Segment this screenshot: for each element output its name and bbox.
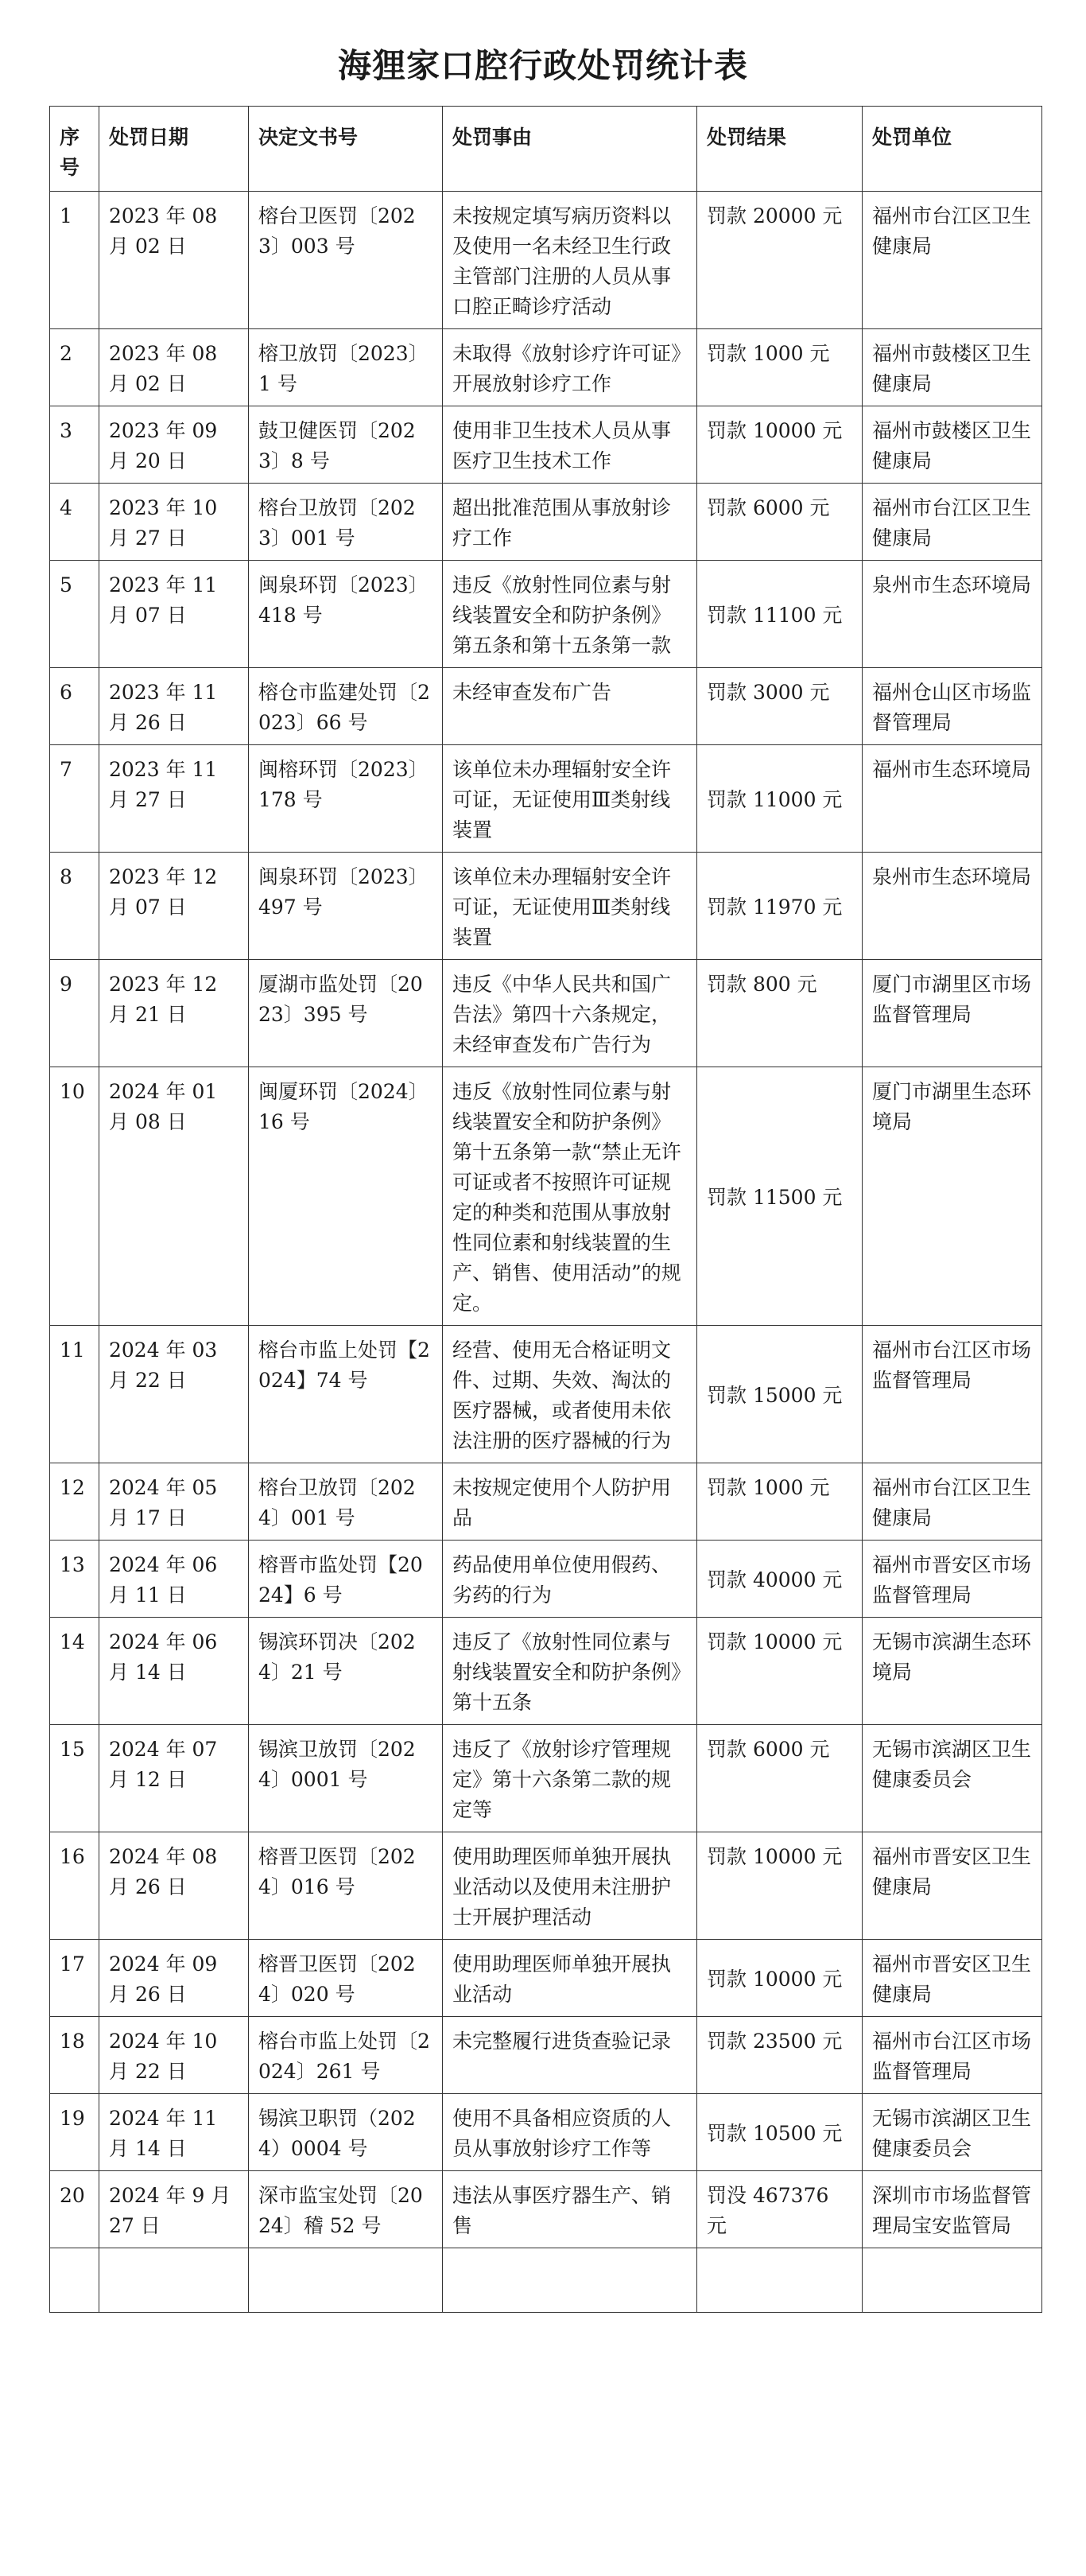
cell-date: 2023 年 08 月 02 日	[99, 192, 249, 329]
cell-unit: 厦门市湖里生态环境局	[863, 1067, 1042, 1326]
cell-reason: 使用助理医师单独开展执业活动以及使用未注册护士开展护理活动	[443, 1832, 697, 1940]
cell-result: 罚款 15000 元	[697, 1326, 863, 1463]
table-row	[50, 561, 1042, 668]
cell-unit: 泉州市生态环境局	[863, 561, 1042, 668]
table-row	[50, 2017, 1042, 2094]
table-row	[50, 1940, 1042, 2017]
table-row	[50, 745, 1042, 853]
cell-result: 罚款 11970 元	[697, 853, 863, 960]
cell-reason: 该单位未办理辐射安全许可证，无证使用Ⅲ类射线装置	[443, 745, 697, 853]
cell-reason: 该单位未办理辐射安全许可证，无证使用Ⅲ类射线装置	[443, 853, 697, 960]
cell-date: 2024 年 03 月 22 日	[99, 1326, 249, 1463]
cell-seq: 9	[50, 960, 99, 1067]
cell-doc: 鼓卫健医罚〔2023〕8 号	[249, 406, 443, 484]
cell-doc: 锡滨卫放罚〔2024〕0001 号	[249, 1725, 443, 1832]
table-row	[50, 1067, 1042, 1326]
cell-result: 罚款 20000 元	[697, 192, 863, 329]
empty-cell	[863, 2248, 1042, 2313]
cell-unit: 福州市台江区市场监督管理局	[863, 1326, 1042, 1463]
cell-result: 罚款 10000 元	[697, 406, 863, 484]
cell-seq: 8	[50, 853, 99, 960]
cell-date: 2023 年 11 月 07 日	[99, 561, 249, 668]
cell-date: 2023 年 09 月 20 日	[99, 406, 249, 484]
page-title: 海狸家口腔行政处罚统计表	[337, 46, 748, 85]
cell-unit: 福州市台江区市场监督管理局	[863, 2017, 1042, 2094]
empty-cell	[50, 2248, 99, 2313]
table-row	[50, 1725, 1042, 1832]
table-row	[50, 960, 1042, 1067]
cell-result: 罚款 10500 元	[697, 2094, 863, 2171]
cell-result: 罚款 40000 元	[697, 1541, 863, 1618]
cell-doc: 榕台卫放罚〔2023〕001 号	[249, 484, 443, 561]
cell-doc: 榕台市监上处罚〔2024〕261 号	[249, 2017, 443, 2094]
cell-reason: 违反《放射性同位素与射线装置安全和防护条例》第五条和第十五条第一款	[443, 561, 697, 668]
cell-date: 2023 年 12 月 21 日	[99, 960, 249, 1067]
cell-seq: 20	[50, 2171, 99, 2248]
header-doc: 决定文书号	[249, 107, 443, 192]
cell-doc: 锡滨环罚决〔2024〕21 号	[249, 1618, 443, 1725]
cell-doc: 厦湖市监处罚〔2023〕395 号	[249, 960, 443, 1067]
cell-seq: 11	[50, 1326, 99, 1463]
cell-unit: 福州市晋安区卫生健康局	[863, 1940, 1042, 2017]
cell-unit: 泉州市生态环境局	[863, 853, 1042, 960]
cell-reason: 未经审查发布广告	[443, 668, 697, 745]
cell-reason: 违反《中华人民共和国广告法》第四十六条规定，未经审查发布广告行为	[443, 960, 697, 1067]
cell-doc: 深市监宝处罚〔2024〕稽 52 号	[249, 2171, 443, 2248]
cell-seq: 4	[50, 484, 99, 561]
cell-seq: 17	[50, 1940, 99, 2017]
header-reason: 处罚事由	[443, 107, 697, 192]
cell-date: 2023 年 12 月 07 日	[99, 853, 249, 960]
cell-date: 2024 年 11 月 14 日	[99, 2094, 249, 2171]
cell-unit: 福州市晋安区卫生健康局	[863, 1832, 1042, 1940]
header-unit: 处罚单位	[863, 107, 1042, 192]
header-row	[50, 107, 1042, 192]
table-row	[50, 1618, 1042, 1725]
cell-unit: 无锡市滨湖区卫生健康委员会	[863, 1725, 1042, 1832]
cell-reason: 违反了《放射诊疗管理规定》第十六条第二款的规定等	[443, 1725, 697, 1832]
header-date: 处罚日期	[99, 107, 249, 192]
cell-seq: 14	[50, 1618, 99, 1725]
cell-result: 罚款 11100 元	[697, 561, 863, 668]
cell-seq: 13	[50, 1541, 99, 1618]
cell-seq: 19	[50, 2094, 99, 2171]
cell-date: 2024 年 09 月 26 日	[99, 1940, 249, 2017]
cell-reason: 超出批准范围从事放射诊疗工作	[443, 484, 697, 561]
cell-seq: 6	[50, 668, 99, 745]
cell-reason: 未按规定使用个人防护用品	[443, 1463, 697, 1541]
cell-unit: 福州市台江区卫生健康局	[863, 192, 1042, 329]
cell-seq: 18	[50, 2017, 99, 2094]
cell-result: 罚款 11500 元	[697, 1067, 863, 1326]
cell-seq: 16	[50, 1832, 99, 1940]
cell-result: 罚款 10000 元	[697, 1832, 863, 1940]
cell-date: 2024 年 01 月 08 日	[99, 1067, 249, 1326]
cell-date: 2024 年 9 月 27 日	[99, 2171, 249, 2248]
cell-result: 罚款 3000 元	[697, 668, 863, 745]
cell-seq: 1	[50, 192, 99, 329]
table-row	[50, 2094, 1042, 2171]
cell-result: 罚款 1000 元	[697, 329, 863, 406]
table-row	[50, 406, 1042, 484]
cell-date: 2024 年 06 月 11 日	[99, 1541, 249, 1618]
cell-unit: 无锡市滨湖区卫生健康委员会	[863, 2094, 1042, 2171]
cell-reason: 违反了《放射性同位素与射线装置安全和防护条例》第十五条	[443, 1618, 697, 1725]
table-body	[50, 192, 1042, 2313]
cell-reason: 未取得《放射诊疗许可证》开展放射诊疗工作	[443, 329, 697, 406]
cell-seq: 10	[50, 1067, 99, 1326]
empty-cell	[443, 2248, 697, 2313]
cell-unit: 无锡市滨湖生态环境局	[863, 1618, 1042, 1725]
cell-reason: 使用助理医师单独开展执业活动	[443, 1940, 697, 2017]
empty-cell	[249, 2248, 443, 2313]
penalty-table	[49, 106, 1042, 2313]
cell-doc: 榕台卫放罚〔2024〕001 号	[249, 1463, 443, 1541]
cell-doc: 闽厦环罚〔2024〕16 号	[249, 1067, 443, 1326]
cell-doc: 榕台卫医罚〔2023〕003 号	[249, 192, 443, 329]
cell-reason: 违法从事医疗器生产、销售	[443, 2171, 697, 2248]
cell-unit: 福州市晋安区市场监督管理局	[863, 1541, 1042, 1618]
table-row	[50, 1463, 1042, 1541]
cell-doc: 闽榕环罚〔2023〕178 号	[249, 745, 443, 853]
empty-cell	[697, 2248, 863, 2313]
cell-reason: 使用非卫生技术人员从事医疗卫生技术工作	[443, 406, 697, 484]
table-row	[50, 1541, 1042, 1618]
cell-doc: 榕晋市监处罚【2024】6 号	[249, 1541, 443, 1618]
cell-result: 罚款 1000 元	[697, 1463, 863, 1541]
table-row	[50, 192, 1042, 329]
cell-unit: 福州市鼓楼区卫生健康局	[863, 406, 1042, 484]
cell-date: 2024 年 10 月 22 日	[99, 2017, 249, 2094]
cell-unit: 福州市台江区卫生健康局	[863, 484, 1042, 561]
cell-result: 罚款 10000 元	[697, 1618, 863, 1725]
cell-reason: 经营、使用无合格证明文件、过期、失效、淘汰的医疗器械，或者使用未依法注册的医疗器械的行为	[443, 1326, 697, 1463]
cell-seq: 7	[50, 745, 99, 853]
cell-seq: 3	[50, 406, 99, 484]
cell-unit: 福州仓山区市场监督管理局	[863, 668, 1042, 745]
cell-result: 罚款 23500 元	[697, 2017, 863, 2094]
cell-date: 2023 年 10 月 27 日	[99, 484, 249, 561]
cell-reason: 使用不具备相应资质的人员从事放射诊疗工作等	[443, 2094, 697, 2171]
table-row	[50, 484, 1042, 561]
cell-doc: 榕仓市监建处罚〔2023〕66 号	[249, 668, 443, 745]
table-row	[50, 1326, 1042, 1463]
cell-seq: 2	[50, 329, 99, 406]
header-seq: 序号	[50, 107, 99, 192]
table-row	[50, 2171, 1042, 2248]
cell-result: 罚款 800 元	[697, 960, 863, 1067]
cell-unit: 厦门市湖里区市场监督管理局	[863, 960, 1042, 1067]
empty-cell	[99, 2248, 249, 2313]
cell-reason: 违反《放射性同位素与射线装置安全和防护条例》第十五条第一款“禁止无许可证或者不按照许可证规定的种类和范围从事放射性同位素和射线装置的生产、销售、使用活动”的规定。	[443, 1067, 697, 1326]
cell-seq: 12	[50, 1463, 99, 1541]
cell-unit: 深圳市市场监督管理局宝安监管局	[863, 2171, 1042, 2248]
cell-doc: 榕台市监上处罚【2024】74 号	[249, 1326, 443, 1463]
header-result: 处罚结果	[697, 107, 863, 192]
cell-doc: 榕卫放罚〔2023〕1 号	[249, 329, 443, 406]
table-row	[50, 668, 1042, 745]
cell-result: 罚款 6000 元	[697, 1725, 863, 1832]
cell-date: 2024 年 07 月 12 日	[99, 1725, 249, 1832]
cell-doc: 锡滨卫职罚（2024）0004 号	[249, 2094, 443, 2171]
table-row	[50, 853, 1042, 960]
cell-date: 2023 年 11 月 26 日	[99, 668, 249, 745]
cell-seq: 15	[50, 1725, 99, 1832]
cell-date: 2024 年 05 月 17 日	[99, 1463, 249, 1541]
cell-seq: 5	[50, 561, 99, 668]
table-row	[50, 1832, 1042, 1940]
cell-result: 罚款 10000 元	[697, 1940, 863, 2017]
cell-date: 2023 年 08 月 02 日	[99, 329, 249, 406]
cell-unit: 福州市生态环境局	[863, 745, 1042, 853]
cell-date: 2023 年 11 月 27 日	[99, 745, 249, 853]
cell-doc: 榕晋卫医罚〔2024〕020 号	[249, 1940, 443, 2017]
cell-doc: 闽泉环罚〔2023〕497 号	[249, 853, 443, 960]
cell-reason: 未按规定填写病历资料以及使用一名未经卫生行政主管部门注册的人员从事口腔正畸诊疗活动	[443, 192, 697, 329]
cell-result: 罚没 467376 元	[697, 2171, 863, 2248]
cell-result: 罚款 11000 元	[697, 745, 863, 853]
cell-doc: 榕晋卫医罚〔2024〕016 号	[249, 1832, 443, 1940]
cell-unit: 福州市台江区卫生健康局	[863, 1463, 1042, 1541]
empty-row	[50, 2248, 1042, 2313]
cell-date: 2024 年 06 月 14 日	[99, 1618, 249, 1725]
table-row	[50, 329, 1042, 406]
cell-date: 2024 年 08 月 26 日	[99, 1832, 249, 1940]
cell-result: 罚款 6000 元	[697, 484, 863, 561]
cell-doc: 闽泉环罚〔2023〕418 号	[249, 561, 443, 668]
cell-reason: 未完整履行进货查验记录	[443, 2017, 697, 2094]
cell-reason: 药品使用单位使用假药、劣药的行为	[443, 1541, 697, 1618]
cell-unit: 福州市鼓楼区卫生健康局	[863, 329, 1042, 406]
